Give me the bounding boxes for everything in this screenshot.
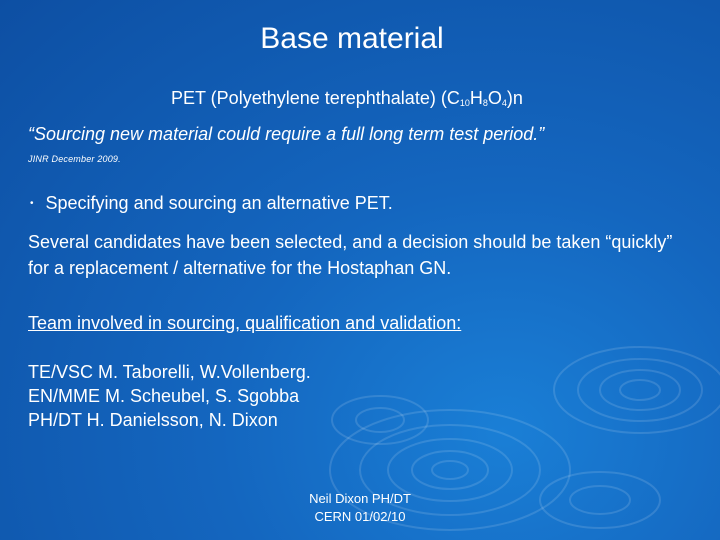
quote-source: JINR December 2009. [28,154,121,164]
slide-footer [260,490,460,526]
team-list [28,360,311,432]
formula-oxygen: O [487,88,502,108]
bullet-dot-icon: • [30,198,34,209]
footer-date: CERN 01/02/10 [314,509,406,524]
footer-author: Neil Dixon PH/DT [309,491,411,506]
formula-subscript-carbon: 10 [459,98,470,108]
formula-hydrogen: H [469,88,483,108]
quote: “Sourcing new material could require a full long term test period.” [28,124,545,144]
team-member-line: EN/MME M. Scheubel, S. Sgobba [28,386,300,406]
team-member-line: TE/VSC M. Taborelli, W.Vollenberg. [28,362,311,382]
formula-prefix: PET (Polyethylene terephthalate) (C [171,88,460,108]
team-heading: Team involved in sourcing, qualification and validation: [28,313,462,333]
pet-formula-line [171,88,523,109]
formula-subscript-oxygen: 4 [501,98,507,108]
formula-subscript-hydrogen: 8 [482,98,488,108]
bullet-text: Specifying and sourcing an alternative PET. [45,193,393,213]
bullet-item [30,193,393,214]
slide-title: Base material [260,22,444,55]
candidates-paragraph: Several candidates have been selected, and a decision should be taken “quickly” for a replacement / alternative for the Hostaphan GN. [28,232,673,278]
formula-suffix: )n [506,88,523,108]
team-member-line: PH/DT H. Danielsson, N. Dixon [28,410,278,430]
